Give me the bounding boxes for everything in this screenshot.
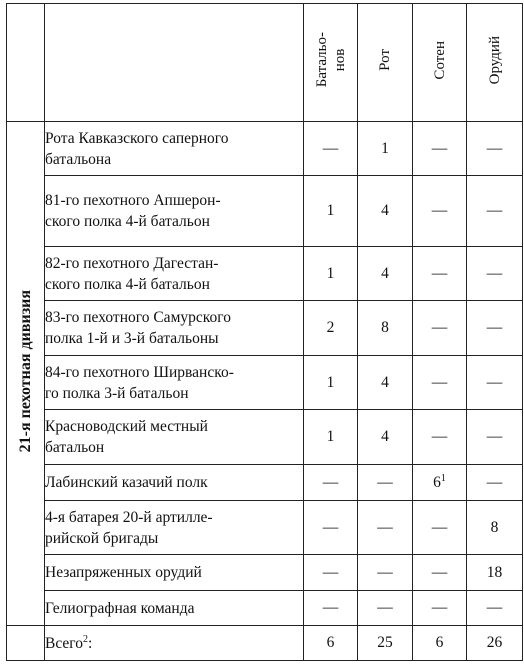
- cell-companies: 1: [358, 122, 413, 176]
- row-name: 4-я батарея 20-й артилле- рийской бригады: [45, 501, 304, 555]
- table-row: [7, 465, 523, 501]
- cell-companies: —: [358, 465, 413, 501]
- cell-battalions: 1: [304, 410, 358, 465]
- cell-sotnias: —: [413, 122, 467, 176]
- cell-guns: —: [467, 591, 523, 626]
- cell-companies: 4: [358, 356, 413, 410]
- cell-sotnias: —: [413, 555, 467, 591]
- cell-guns: —: [467, 410, 523, 465]
- cell-companies: 4: [358, 176, 413, 247]
- cell-battalions: —: [304, 501, 358, 555]
- row-name: 81-го пехотного Апшерон- ского полка 4-й батальон: [45, 176, 304, 247]
- cell-guns: —: [467, 301, 523, 356]
- cell-guns: 18: [467, 555, 523, 591]
- header-battalions: Батальо- нов: [304, 4, 358, 122]
- table-row: [7, 176, 523, 247]
- cell-guns: —: [467, 465, 523, 501]
- cell-companies: 8: [358, 301, 413, 356]
- group-label: 21-я пехотная дивизия: [16, 289, 34, 453]
- group-label-cell: [7, 122, 45, 626]
- cell-sotnias: —: [413, 410, 467, 465]
- table-row: [7, 301, 523, 356]
- table-container: [6, 3, 523, 661]
- total-row: [7, 626, 523, 661]
- footnote-mark: 1: [440, 472, 446, 484]
- cell-companies: 4: [358, 247, 413, 301]
- total-battalions: 6: [304, 626, 358, 661]
- cell-companies: —: [358, 591, 413, 626]
- total-sotnias: 6: [413, 626, 467, 661]
- table-row: [7, 501, 523, 555]
- header-guns: Орудий: [467, 4, 523, 122]
- total-label: Всего$^2$:: [45, 626, 304, 661]
- cell-battalions: —: [304, 555, 358, 591]
- cell-sotnias: —: [413, 176, 467, 247]
- total-empty-cell: [7, 626, 45, 661]
- table-row: [7, 356, 523, 410]
- cell-sotnias: —: [413, 247, 467, 301]
- cell-battalions: 1: [304, 356, 358, 410]
- table-row: [7, 410, 523, 465]
- cell-guns: 8: [467, 501, 523, 555]
- table-row: [7, 122, 523, 176]
- row-name: 84-го пехотного Ширванско- го полка 3-й батальон: [45, 356, 304, 410]
- header-companies: Рот: [358, 4, 413, 122]
- cell-companies: —: [358, 555, 413, 591]
- row-name: 82-го пехотного Дагестан- ского полка 4-й батальон: [45, 247, 304, 301]
- cell-guns: —: [467, 122, 523, 176]
- footnote-mark: 2: [83, 633, 89, 645]
- header-empty-name-cell: [45, 4, 304, 122]
- cell-guns: —: [467, 176, 523, 247]
- cell-sotnias: $6^1$: [413, 465, 467, 501]
- header-empty-group-cell: [7, 4, 45, 122]
- table-row: [7, 555, 523, 591]
- cell-battalions: 2: [304, 301, 358, 356]
- row-name: Гелиографная команда: [45, 591, 304, 626]
- row-name: Незапряженных орудий: [45, 555, 304, 591]
- row-name: 83-го пехотного Самурского полка 1-й и 3-й батальоны: [45, 301, 304, 356]
- troops-table: [6, 3, 523, 661]
- cell-guns: —: [467, 247, 523, 301]
- cell-sotnias: —: [413, 356, 467, 410]
- row-name: Лабинский казачий полк: [45, 465, 304, 501]
- total-guns: 26: [467, 626, 523, 661]
- row-name: Рота Кавказского саперного батальона: [45, 122, 304, 176]
- header-row: [7, 4, 523, 122]
- table-row: [7, 591, 523, 626]
- header-sotnias: Сотен: [413, 4, 467, 122]
- table-row: [7, 247, 523, 301]
- total-companies: 25: [358, 626, 413, 661]
- cell-battalions: 1: [304, 247, 358, 301]
- row-name: Красноводский местный батальон: [45, 410, 304, 465]
- cell-battalions: —: [304, 465, 358, 501]
- cell-sotnias: —: [413, 591, 467, 626]
- cell-companies: 4: [358, 410, 413, 465]
- cell-sotnias: —: [413, 301, 467, 356]
- cell-battalions: 1: [304, 176, 358, 247]
- cell-companies: —: [358, 501, 413, 555]
- cell-battalions: —: [304, 591, 358, 626]
- cell-guns: —: [467, 356, 523, 410]
- cell-battalions: —: [304, 122, 358, 176]
- cell-sotnias: —: [413, 501, 467, 555]
